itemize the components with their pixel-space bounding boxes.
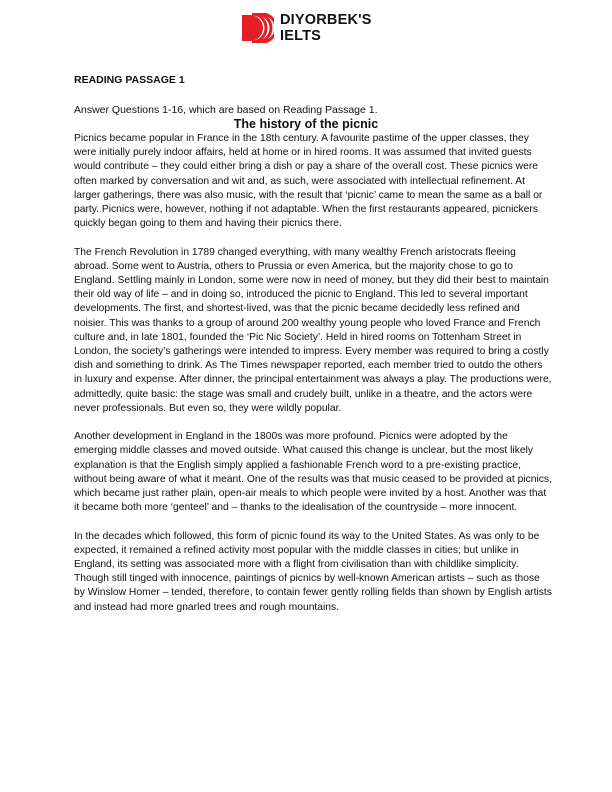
section-heading: READING PASSAGE 1 <box>74 74 185 86</box>
logo-text <box>280 12 372 44</box>
logo-line-1: DIYORBEK'S <box>280 12 372 28</box>
instruction-text: Answer Questions 1-16, which are based on Reading Passage 1. <box>74 104 378 116</box>
paragraph-4: In the decades which followed, this form of picnic found its way to the United States. As was only to be expected, it remained a refined activity most popular with the middle classes in cities; but unlike in England, its setting was associated more with a flight from civilisation than with childlike simplicity. Though still tinged with innocence, paintings of picnics by well-known American artists – such as those by Winslow Homer – tended, therefore, to contain fewer gently rolling fields than shown by English artists and instead had more gnarled trees and rough mountains. <box>74 530 552 613</box>
logo-mark-icon <box>240 13 274 43</box>
paragraph-3: Another development in England in the 1800s was more profound. Picnics were adopted by the emerging middle classes and moved outside. What caused this change is unclear, but the most likely explanation is that the English simply applied a fashionable French word to a pre-existing practice, without being aware of what it meant. One of the results was that music ceased to be provided at picnics, which became just rather plain, open-air meals to which people were invited by a host. Another was that it became both more ‘genteel’ and – thanks to the idealisation of the countryside – more innocent. <box>74 431 552 514</box>
passage-body <box>74 132 552 629</box>
passage-title: The history of the picnic <box>233 117 379 131</box>
brand-logo <box>240 12 372 44</box>
paragraph-1: Picnics became popular in France in the 18th century. A favourite pastime of the upper classes, they were initially purely indoor affairs, held at home or in hired rooms. It was assumed that invited guests would contribute – they could either bring a dish or pay a share of the overall cost. These picnics were often marked by conversation and wit and, as such, were associated with intellectual refinement. At larger gatherings, there was also music, with the result that ‘picnic’ came to mean the same as a ball or party. Picnics were, however, nothing if not adaptable. When the first restaurants appeared, picnickers quickly began going to them and having their picnics there. <box>74 133 543 230</box>
logo-line-2: IELTS <box>280 28 322 44</box>
paragraph-2: The French Revolution in 1789 changed everything, with many wealthy French aristocrats fleeing abroad. Some went to Austria, others to Prussia or even America, but the majority chose to go to England. Settling mainly in London, some were now in need of money, but they did their best to maintain their old way of life – and in doing so, introduced the picnic to England. This led to several important developments. The first, and shortest-lived, was that the picnic became decidedly less refined and noisier. This was thanks to a group of around 200 wealthy young people who loved France and French culture and, in late 1801, founded the ‘Pic Nic Society’. Held in hired rooms on Tottenham Street in London, the society’s gatherings were intended to impress. Every member was required to bring a costly dish and something to drink. As The Times newspaper reported, each member tried to outdo the others in luxury and expense. After dinner, the principal entertainment was always a play. The productions were, admittedly, quite basic: the stage was small and crudely built, unlike in a theatre, and the actors were never professionals. But even so, they were wildly popular. <box>74 246 552 414</box>
